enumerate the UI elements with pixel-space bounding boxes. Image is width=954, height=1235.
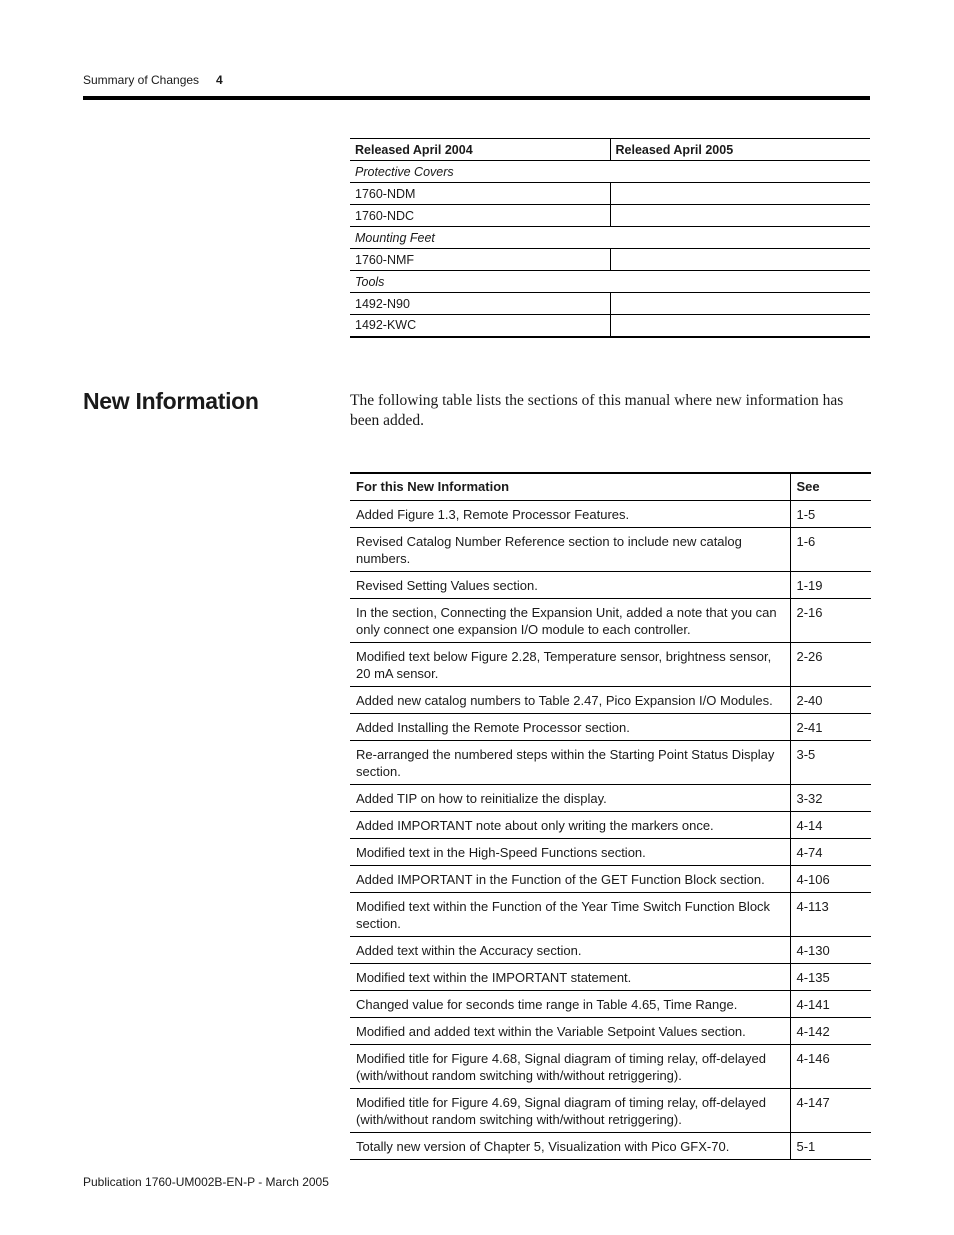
see-page-cell: 2-26 [790,642,871,686]
info-cell: Revised Setting Values section. [350,571,790,598]
info-cell: Changed value for seconds time range in Table 4.65, Time Range. [350,990,790,1017]
accessory-catalog-2004: 1492-N90 [350,293,610,315]
see-page-cell: 1-19 [790,571,871,598]
intro-paragraph: The following table lists the sections of this manual where new information has been added. [350,392,844,429]
accessory-group-label: Mounting Feet [350,227,870,249]
info-cell: Modified text within the Function of the Year Time Switch Function Block section. [350,892,790,936]
publication-footer: Publication 1760-UM002B-EN-P - March 2005 [83,1175,329,1189]
info-cell: Added TIP on how to reinitialize the display. [350,784,790,811]
see-page-cell: 4-147 [790,1088,871,1132]
accessory-group-row [350,161,870,183]
accessory-group-row [350,271,870,293]
info-cell: Added Figure 1.3, Remote Processor Features. [350,500,790,527]
see-page-cell: 3-32 [790,784,871,811]
see-page-cell: 4-106 [790,865,871,892]
see-page-cell: 5-1 [790,1132,871,1159]
accessory-header-2004: Released April 2004 [350,139,610,161]
see-page-cell: 4-135 [790,963,871,990]
accessory-catalog-2004: 1760-NMF [350,249,610,271]
table-row [350,1088,871,1132]
see-page-cell: 4-113 [790,892,871,936]
accessory-catalog-2004: 1492-KWC [350,315,610,337]
accessory-catalog-2005 [610,293,870,315]
info-cell: Modified and added text within the Variable Setpoint Values section. [350,1017,790,1044]
header-section-name: Summary of Changes [83,73,200,87]
accessory-catalog-2005 [610,183,870,205]
info-cell: Added Installing the Remote Processor section. [350,713,790,740]
accessory-group-label: Protective Covers [350,161,870,183]
info-cell: Added IMPORTANT note about only writing the markers once. [350,811,790,838]
header-see: See [790,473,871,500]
running-header [83,73,223,87]
info-cell: Revised Catalog Number Reference section to include new catalog numbers. [350,527,790,571]
page-number: 4 [216,73,223,87]
see-page-cell: 2-40 [790,686,871,713]
table-row [350,642,871,686]
header-info: For this New Information [350,473,790,500]
table-row [350,686,871,713]
accessory-catalog-2005 [610,205,870,227]
table-row [350,500,871,527]
info-cell: Added new catalog numbers to Table 2.47, Pico Expansion I/O Modules. [350,686,790,713]
accessory-catalog-2005 [610,315,870,337]
accessory-group-row [350,227,870,249]
table-row [350,865,871,892]
info-cell: Modified text in the High-Speed Functions section. [350,838,790,865]
section-title: New Information [83,388,259,414]
info-cell: Modified text below Figure 2.28, Temperature sensor, brightness sensor, 20 mA sensor. [350,642,790,686]
see-page-cell: 2-41 [790,713,871,740]
table-row [350,571,871,598]
info-cell: Re-arranged the numbered steps within the Starting Point Status Display section. [350,740,790,784]
table-row [350,936,871,963]
table-row [350,1044,871,1088]
see-page-cell: 4-141 [790,990,871,1017]
table-row [350,740,871,784]
see-page-cell: 2-16 [790,598,871,642]
see-page-cell: 1-5 [790,500,871,527]
accessory-catalog-2005 [610,249,870,271]
table-row [350,892,871,936]
accessory-catalog-2004: 1760-NDM [350,183,610,205]
new-information-table [350,472,871,1160]
table-row [350,713,871,740]
see-page-cell: 4-14 [790,811,871,838]
see-page-cell: 4-74 [790,838,871,865]
info-cell: Added text within the Accuracy section. [350,936,790,963]
info-cell: Modified text within the IMPORTANT statement. [350,963,790,990]
header-rule [83,96,870,100]
table-row [350,1017,871,1044]
info-cell: Added IMPORTANT in the Function of the GET Function Block section. [350,865,790,892]
table-row [350,598,871,642]
accessory-table [350,138,870,338]
accessory-row [350,249,870,271]
see-page-cell: 1-6 [790,527,871,571]
accessory-header-2005: Released April 2005 [610,139,870,161]
accessory-catalog-2004: 1760-NDC [350,205,610,227]
info-cell: Modified title for Figure 4.69, Signal diagram of timing relay, off-delayed (with/without random switching with/without retriggering). [350,1088,790,1132]
info-cell: Totally new version of Chapter 5, Visualization with Pico GFX-70. [350,1132,790,1159]
accessory-row [350,293,870,315]
table-row [350,527,871,571]
see-page-cell: 4-146 [790,1044,871,1088]
info-cell: Modified title for Figure 4.68, Signal diagram of timing relay, off-delayed (with/without random switching with/without retriggering). [350,1044,790,1088]
see-page-cell: 4-142 [790,1017,871,1044]
see-page-cell: 3-5 [790,740,871,784]
table-row [350,963,871,990]
accessory-row [350,315,870,337]
see-page-cell: 4-130 [790,936,871,963]
table-row [350,784,871,811]
accessory-row [350,183,870,205]
table-row [350,1132,871,1159]
accessory-row [350,205,870,227]
table-row [350,838,871,865]
table-row [350,990,871,1017]
table-row [350,811,871,838]
info-cell: In the section, Connecting the Expansion Unit, added a note that you can only connect one expansion I/O module to each controller. [350,598,790,642]
accessory-group-label: Tools [350,271,870,293]
